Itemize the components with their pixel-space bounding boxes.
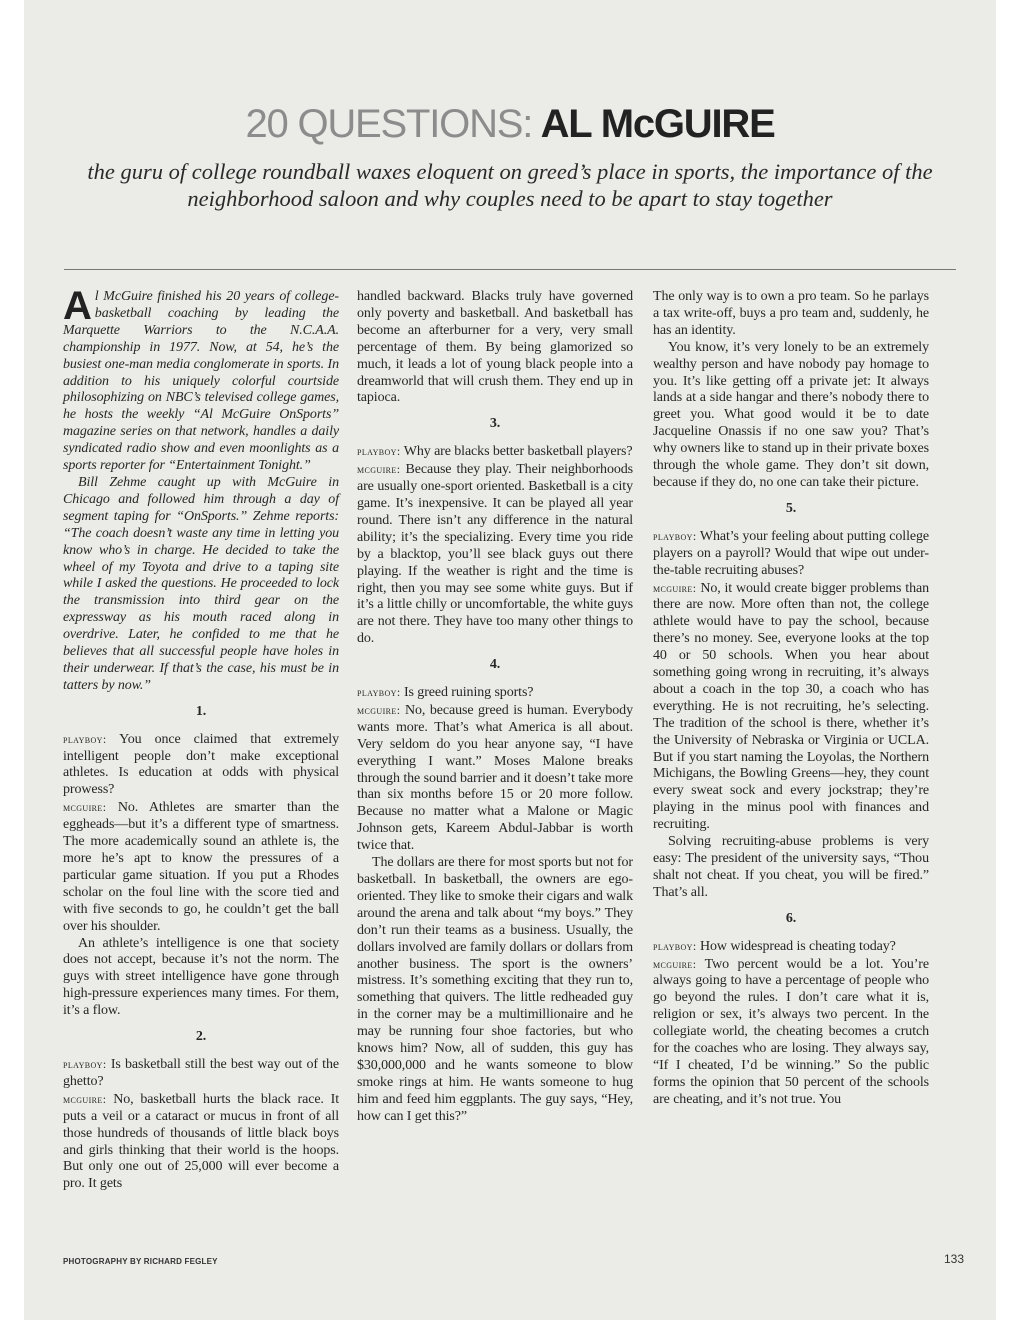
speaker-label: mcguire: — [653, 580, 697, 595]
intro-paragraph — [63, 284, 339, 475]
question-text: Is greed ruining sports? — [404, 685, 534, 701]
body-paragraph: handled backward. Blacks truly have governed only poverty and basketball. And basketball has become an afterburner for a very, very small percentage of them. By being glamorized so much, it leads a lot of young black people into a dreamworld that will crush them. They end up in tapioca. — [357, 289, 633, 406]
divider-rule — [64, 269, 956, 270]
question-text: What’s your feeling about putting college players on a payroll? Would that wipe out under-the-table recruiting abuses? — [653, 528, 929, 578]
answer-paragraph — [357, 702, 633, 855]
body-paragraph: An athlete’s intelligence is one that society does not accept, because it’s not the norm. The guys with street intelligence have gone through high-pressure experiences many times. For them, it’s a flow. — [63, 935, 339, 1019]
magazine-page — [24, 0, 996, 1320]
speaker-label: mcguire: — [357, 462, 401, 477]
question-paragraph — [357, 443, 633, 461]
title-prefix: 20 QUESTIONS: — [245, 102, 533, 146]
question-text: How widespread is cheating today? — [700, 938, 896, 954]
speaker-label: mcguire: — [653, 956, 697, 971]
body-paragraph: You know, it’s very lonely to be an extremely wealthy person and have nobody pay homage to you. It’s like getting off a private jet: It always lands at a side hangar and there’s nobody there to greet you. What good would it be to date Jacqueline Onassis if no one saw you? That’s why owners like to stand up in their private boxes through the whole game. They don’t sit down, because if they do, no one can take their picture. — [653, 339, 929, 490]
question-number: 1. — [195, 703, 207, 719]
body-paragraph: Solving recruiting-abuse problems is very easy: The president of the university says, “Thou shalt not cheat. If you cheat, you will be fired.” That’s all. — [653, 834, 929, 900]
answer-text: Because they play. Their neighborhoods are usually one-sport oriented. Basketball is a city game. It’s inexpensive. It can be played all year round. There isn’t any difference in the natural ability; it’s the specializing. Every time you ride by a blacktop, you’ll see black guys out there playing. If the weather is right and the time is right, then you may see some white guys. But if it’s a little chilly or uncomfortable, the white guys are not there. They have too many other things to do. — [357, 462, 633, 647]
answer-text: No, basketball hurts the black race. It puts a veil or a cataract or mucus in front of all those hundreds of thousands of little black boys and girls thinking that their world is the hoops. But only one out of 25,000 will ever become a pro. It gets — [63, 1091, 340, 1192]
question-text: Is basketball still the best way out of the ghetto? — [63, 1056, 339, 1089]
question-paragraph — [63, 731, 339, 800]
question-paragraph — [653, 528, 929, 580]
body-paragraph: The only way is to own a pro team. So he parlays a tax write-off, buys a pro team and, suddenly, he has an identity. — [653, 289, 929, 338]
text-column-3 — [653, 289, 929, 1109]
answer-paragraph — [63, 1091, 339, 1193]
question-text: Why are blacks better basketball players? — [403, 444, 633, 460]
article-deck: the guru of college roundball waxes eloquent on greed’s place in sports, the importance of the neighborhood saloon and why couples need to be apart to stay together — [87, 159, 933, 211]
answer-paragraph — [357, 461, 633, 648]
answer-text: No, because greed is human. Everybody wants more. That’s what America is all about. Very seldom do you hear anyone say, “I have everything I want.” Moses Malone breaks through the sound barrier and it doesn’t take more than six months before 15 or 20 more follow. Because no matter what a Malone or Magic Johnson gets, Kareem Abdul-Jabbar is worth twice that. — [357, 702, 633, 854]
speaker-label: playboy: — [357, 685, 401, 700]
speaker-label: playboy: — [357, 444, 401, 459]
speaker-label: mcguire: — [63, 1091, 107, 1106]
answer-paragraph — [653, 580, 929, 835]
page-number: 133 — [943, 1252, 964, 1266]
question-number: 2. — [195, 1029, 207, 1045]
intro-text: l McGuire finished his 20 years of college-basketball coaching by leading the Marquette Warriors to the N.C.A.A. championship in 1977. Now, at 54, he’s the busiest one-man media conglomerate in sports. In addition to his uniquely colorful courtside philosophizing on NBC’s televised college games, he hosts the weekly “Al McGuire OnSports” magazine series on that network, handles a daily syndicated radio show and even moonlights as a sports reporter for “Entertainment Tonight.” — [63, 289, 339, 474]
drop-cap: A — [63, 284, 92, 328]
photo-credit: PHOTOGRAPHY BY RICHARD FEGLEY — [63, 1257, 218, 1266]
text-column-2 — [357, 289, 633, 1126]
speaker-label: playboy: — [63, 731, 107, 746]
answer-text: No. Athletes are smarter than the eggheads—but it’s a different type of smartness. The more academically sound an athlete is, the more he’s apt to know the pressures of a particular game situation. If you put a Rhodes scholar on the foul line with the score tied and with five seconds to go, he couldn’t get the ball over his shoulder. — [63, 800, 339, 934]
question-number: 3. — [489, 416, 501, 432]
speaker-label: playboy: — [653, 938, 697, 953]
answer-paragraph — [653, 956, 929, 1109]
speaker-label: mcguire: — [63, 800, 107, 815]
question-number: 5. — [785, 500, 797, 516]
question-paragraph — [357, 684, 633, 702]
title-name: AL McGUIRE — [540, 102, 775, 146]
question-number: 6. — [785, 910, 797, 926]
speaker-label: mcguire: — [357, 702, 401, 717]
body-paragraph: The dollars are there for most sports but not for basketball. In basketball, the owners are ego-oriented. They like to smoke their cigars and walk around the arena and talk about “my boys.” They don’t run their teams as a business. Usually, the dollars involved are family dollars or dollars from another business. The sport is the owners’ mistress. It’s something exciting that they run to, something that quivers. The little redheaded guy in the corner may be a multimillionaire and he may be running four shoe factories, but who knows him? Now, all of sudden, this guy has $30,000,000 and he wants someone to blow smoke rings at him. He wants someone to hug him and feed him eggplants. The guy says, “Hey, how can I get this?” — [357, 855, 633, 1124]
question-paragraph — [63, 1056, 339, 1091]
question-number: 4. — [489, 657, 501, 673]
question-paragraph — [653, 938, 929, 956]
speaker-label: playboy: — [653, 528, 697, 543]
speaker-label: playboy: — [63, 1056, 107, 1071]
answer-paragraph — [63, 799, 339, 935]
answer-text: No, it would create bigger problems than there are now. More often than not, the college athlete would have to pay the school, because there’s no money. See, everyone looks at the top 40 or 50 schools. When you hear about something going wrong in recruiting, it’s always about a coach in the top 30, a coach who has everything. He is not recruiting, he’s selecting. The tradition of the school is there, whether it’s the University of Nebraska or Virginia or UCLA. But if you start naming the Loyolas, the Northern Michigans, the Bowling Greens—hey, they count every sweat sock and every jockstrap; they’re playing in the minus pool with finances and recruiting. — [653, 580, 929, 833]
answer-text: Two percent would be a lot. You’re always going to have a percentage of people who go beyond the rules. I don’t care what it is, religion or sex, it’s always two percent. In the collegiate world, the cheating becomes a crutch for the coaches who are losing. They always say, “If I cheated, I’d be winning.” So the public forms the opinion that 50 percent of the schools are cheating, and it’s not true. You — [653, 956, 929, 1107]
intro-paragraph-2: Bill Zehme caught up with McGuire in Chicago and followed him through a day of segment taping for “OnSports.” Zehme reports: “The coach doesn’t waste any time in letting you know who’s in charge. He decided to take the wheel of my Toyota and drive to a taping site while I asked the questions. He proceeded to lock the transmission into third gear on the expressway as his mouth raced along in overdrive. Later, he confided to me that he believes that all successful people have holes in their underwear. If that’s the case, his must be in tatters by now.” — [63, 474, 339, 693]
question-text: You once claimed that extremely intelligent people don’t make exceptional athletes. Is education at odds with physical prowess? — [63, 731, 339, 798]
text-column-1 — [63, 284, 340, 1193]
article-title — [24, 100, 996, 148]
